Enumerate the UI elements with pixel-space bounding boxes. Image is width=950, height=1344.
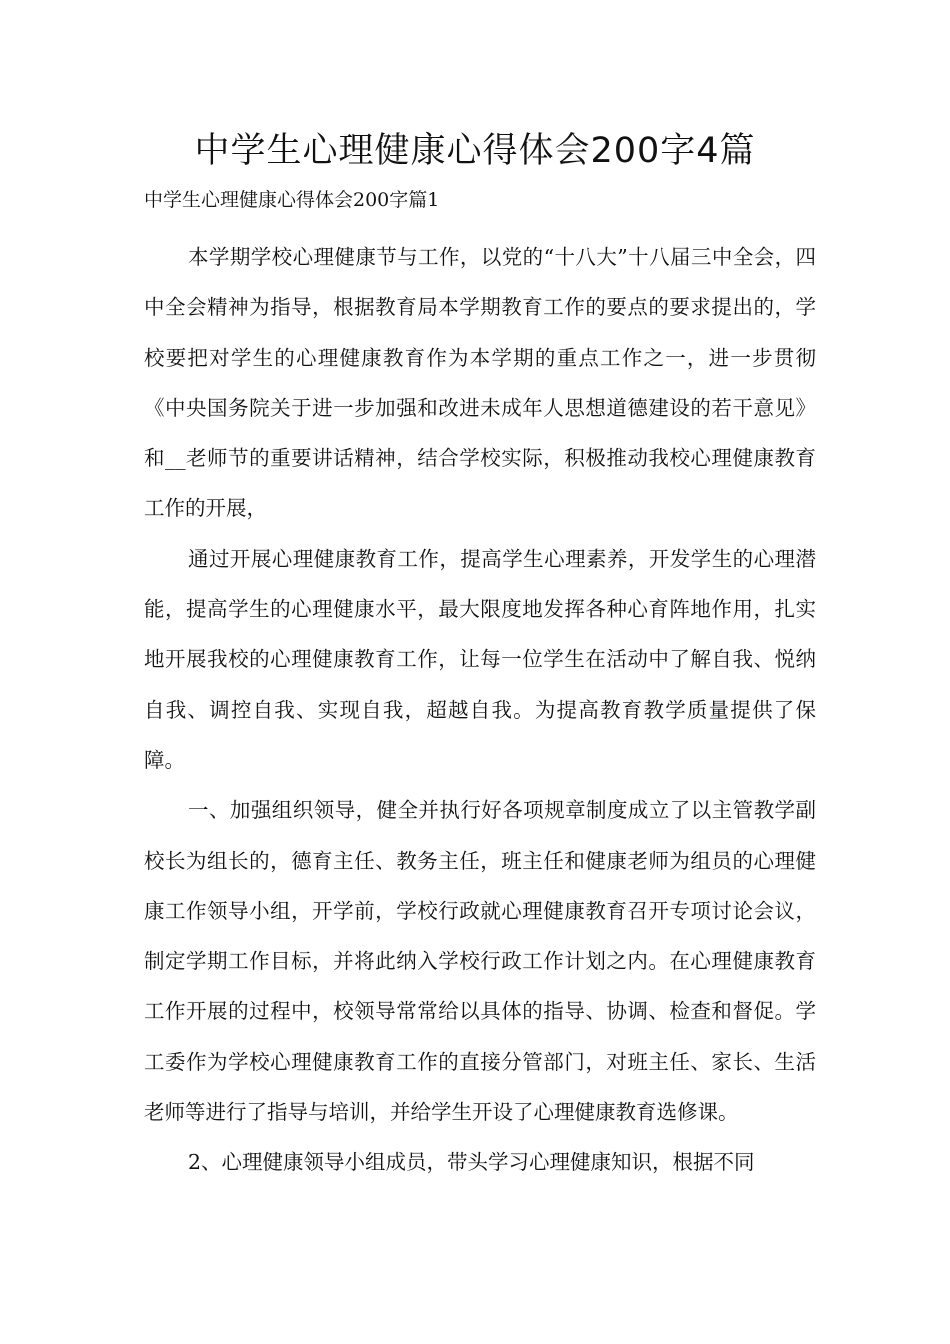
paragraph: 通过开展心理健康教育工作，提高学生心理素养，开发学生的心理潜能，提高学生的心理健康水平，最大限度地发挥各种心育阵地作用，扎实地开展我校的心理健康教育工作，让每一位学生在活动中了解自我、悦纳自我、调控自我、实现自我，超越自我。为提高教育教学质量提供了保障。 — [144, 546, 816, 772]
paragraph: 一、加强组织领导，健全并执行好各项规章制度成立了以主管教学副校长为组长的，德育主任、教务主任，班主任和健康老师为组员的心理健康工作领导小组，开学前，学校行政就心理健康教育召开专项讨论会议，制定学期工作目标，并将此纳入学校行政工作计划之内。在心理健康教育工作开展的过程中，校领导常常给以具体的指导、协调、检查和督促。学工委作为学校心理健康教育工作的直接分管部门，对班主任、家长、生活老师等进行了指导与培训，并给学生开设了心理健康教育选修课。 — [144, 798, 816, 1125]
paragraph: 2、心理健康领导小组成员，带头学习心理健康知识，根据不同 — [188, 1150, 755, 1175]
document-body — [144, 232, 816, 1188]
paragraph: 本学期学校心理健康节与工作，以党的“十八大”十八届三中全会，四中全会精神为指导，根据教育局本学期教育工作的要点的要求提出的，学校要把对学生的心理健康教育作为本学期的重点工作之一，进一步贯彻《中央国务院关于进一步加强和改进未成年人思想道德建设的若干意见》和__老师节的重要讲话精神，结合学校实际，积极推动我校心理健康教育工作的开展， — [144, 245, 816, 521]
section-heading: 中学生心理健康心得体会200字篇1 — [144, 189, 440, 211]
document-title: 中学生心理健康心得体会200字4篇 — [194, 131, 756, 171]
